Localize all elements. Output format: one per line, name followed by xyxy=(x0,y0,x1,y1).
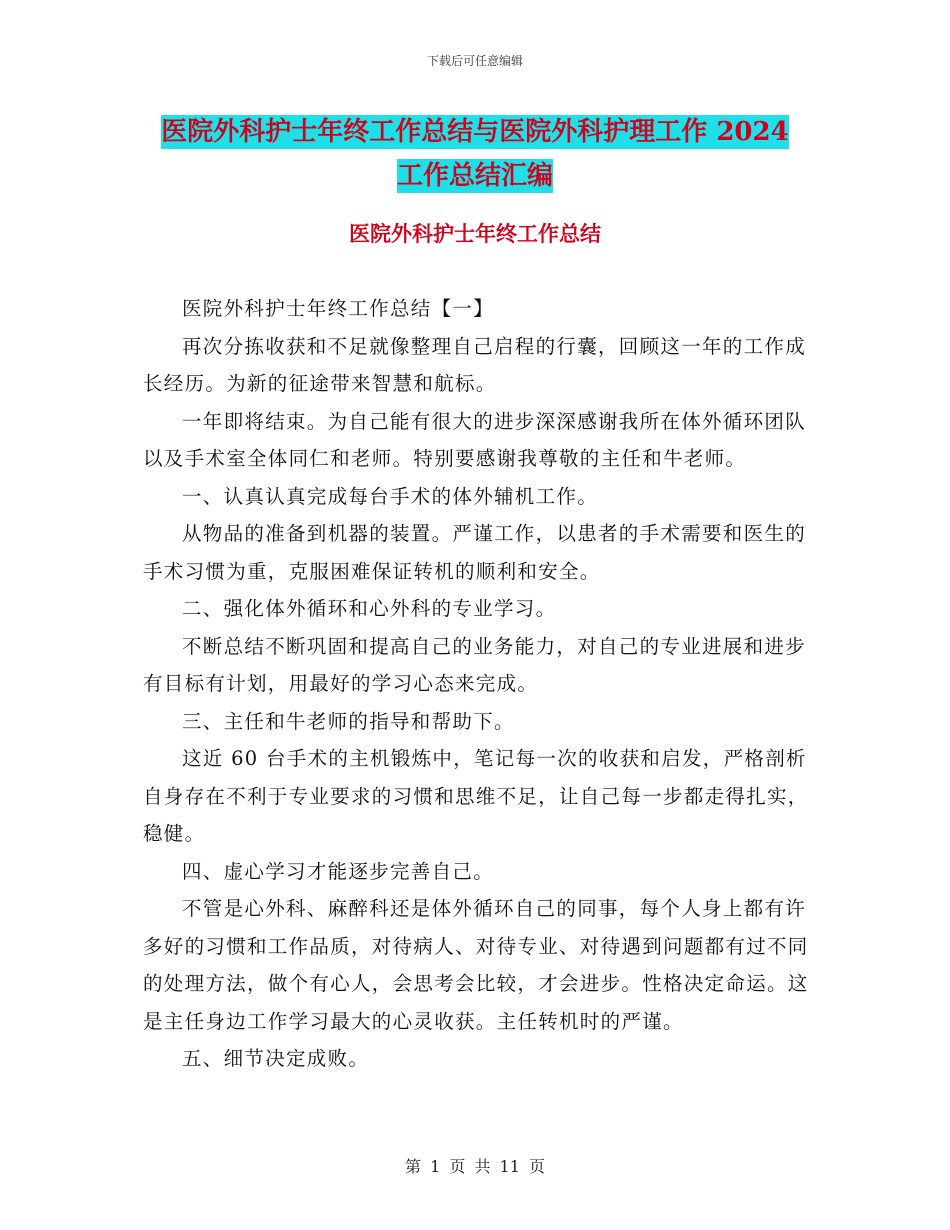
paragraph: 不断总结不断巩固和提高自己的业务能力，对自己的专业进展和进步有目标有计划，用最好的学习心态来完成。 xyxy=(143,634,807,695)
paragraph-subheading: 医院外科护士年终工作总结【一】 xyxy=(182,297,495,320)
paragraph-heading: 三、主任和牛老师的指导和帮助下。 xyxy=(182,709,515,733)
section-title: 医院外科护士年终工作总结 xyxy=(349,221,601,246)
document-title-line-1: 医院外科护士年终工作总结与医院外科护理工作 2024 xyxy=(161,117,789,147)
document-title xyxy=(140,110,810,198)
paragraph-heading: 五、细节决定成败。 xyxy=(182,1047,370,1070)
document-title-line-2: 工作总结汇编 xyxy=(396,161,553,191)
paragraph-heading: 四、虚心学习才能逐步完善自己。 xyxy=(182,859,495,883)
header-note: 下载后可任意编辑 xyxy=(426,54,523,68)
paragraph: 一年即将结束。为自己能有很大的进步深深感谢我所在体外循环团队以及手术室全体同仁和老师。特别要感谢我尊敬的主任和牛老师。 xyxy=(143,409,807,470)
paragraph-heading: 一、认真认真完成每台手术的体外辅机工作。 xyxy=(182,484,599,508)
page-number-footer: 第 1 页 共 11 页 xyxy=(405,1157,545,1176)
paragraph: 这近 60 台手术的主机锻炼中，笔记每一次的收获和启发，严格剖析自身存在不利于专业要求的习惯和思维不足，让自己每一步都走得扎实，稳健。 xyxy=(143,747,809,845)
paragraph: 从物品的准备到机器的装置。严谨工作，以患者的手术需要和医生的手术习惯为重，克服困难保证转机的顺利和安全。 xyxy=(143,522,807,583)
document-body xyxy=(143,290,813,1078)
paragraph: 再次分拣收获和不足就像整理自己启程的行囊，回顾这一年的工作成长经历。为新的征途带来智慧和航标。 xyxy=(143,334,807,395)
paragraph: 不管是心外科、麻醉科还是体外循环自己的同事，每个人身上都有许多好的习惯和工作品质，对待病人、对待专业、对待遇到问题都有过不同的处理方法，做个有心人，会思考会比较，才会进步。性格决定命运。这是主任身边工作学习最大的心灵收获。主任转机时的严谨。 xyxy=(143,897,809,1033)
paragraph-heading: 二、强化体外循环和心外科的专业学习。 xyxy=(182,597,557,620)
